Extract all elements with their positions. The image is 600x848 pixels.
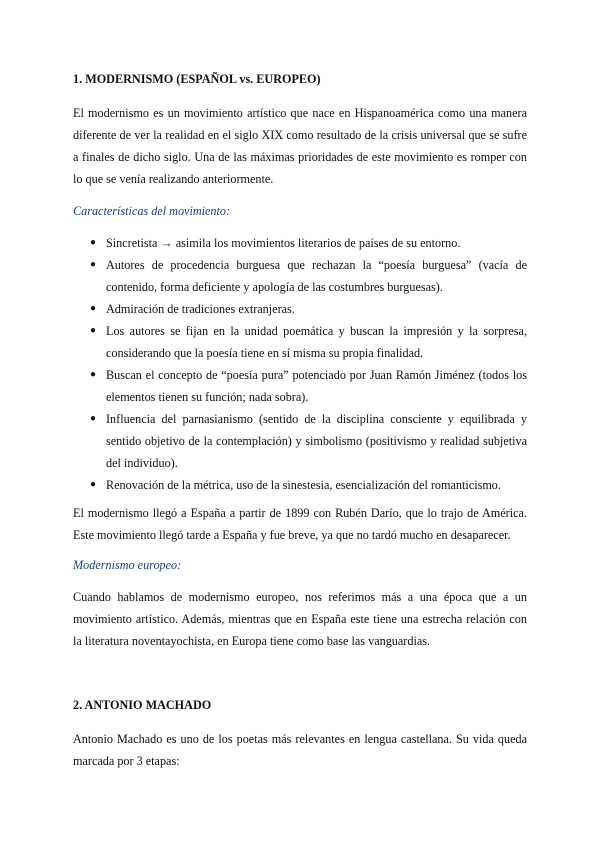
list-item: ● Renovación de la métrica, uso de la sinestesia, esencialización del romanticismo.	[106, 474, 527, 496]
list-item: ● Los autores se fijan en la unidad poemática y buscan la impresión y la sorpresa, considerando que la poesía tiene en sí misma su propia finalidad.	[106, 320, 527, 364]
section-1-intro: El modernismo es un movimiento artístico que nace en Hispanoamérica como una manera diferente de ver la realidad en el siglo XIX como resultado de la crisis universal que se sufre a finales de dicho siglo. Una de las máximas prioridades de este movimiento es romper con lo que se venía realizando anteriormente.	[73, 106, 527, 186]
bullet-icon: ●	[90, 413, 97, 424]
characteristics-list	[73, 232, 527, 496]
european-paragraph: Cuando hablamos de modernismo europeo, nos referimos más a una época que a un movimiento artístico. Además, mientras que en España este tiene una estrecha relación con la literatura noventayochista, en Europa tiene como base las vanguardias.	[73, 590, 527, 648]
list-item: ● Autores de procedencia burguesa que rechazan la “poesía burguesa” (vacía de contenido, forma deficiente y apología de las costumbres burguesas).	[106, 254, 527, 298]
bullet-icon: ●	[90, 325, 97, 336]
list-item: ● Influencia del parnasianismo (sentido de la disciplina consciente y equilibrada y sentido objetivo de la contemplación) y simbolismo (positivismo y realidad subjetiva del individuo).	[106, 408, 527, 474]
bullet-icon: ●	[90, 259, 97, 270]
list-item: ● Sincretista → asimila los movimientos literarios de países de su entorno.	[106, 232, 527, 254]
characteristics-title: Características del movimiento:	[73, 204, 231, 218]
section-1-heading: 1. MODERNISMO (ESPAÑOL vs. EUROPEO)	[73, 72, 321, 86]
list-item: ● Admiración de tradiciones extranjeras.	[106, 298, 527, 320]
spain-paragraph: El modernismo llegó a España a partir de 1899 con Rubén Darío, que lo trajo de América. Este movimiento llegó tarde a España y fue breve, ya que no tardó mucho en desaparecer.	[73, 506, 527, 542]
bullet-icon: ●	[90, 479, 97, 490]
bullet-icon: ●	[90, 237, 97, 248]
bullet-icon: ●	[90, 369, 97, 380]
section-2-intro: Antonio Machado es uno de los poetas más relevantes en lengua castellana. Su vida queda marcada por 3 etapas:	[73, 732, 527, 768]
european-modernism-title: Modernismo europeo:	[73, 558, 182, 572]
section-2-heading: 2. ANTONIO MACHADO	[73, 698, 212, 712]
document-body	[73, 68, 527, 772]
bullet-icon: ●	[90, 303, 97, 314]
list-item: ● Buscan el concepto de “poesía pura” potenciado por Juan Ramón Jiménez (todos los elementos tienen su función; nada sobra).	[106, 364, 527, 408]
